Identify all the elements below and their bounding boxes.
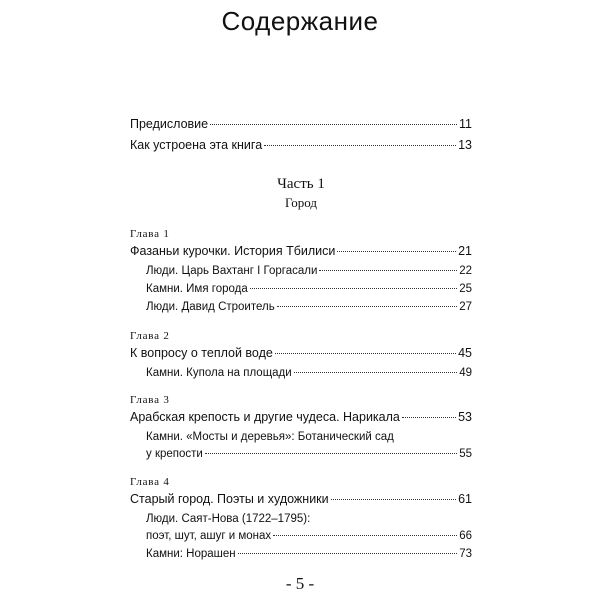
- toc-subentry[interactable]: [146, 263, 472, 279]
- entry-page: 25: [459, 283, 472, 295]
- toc-subentry-first-line: Люди. Саят-Нова (1722–1795):: [146, 513, 311, 525]
- toc-entry-chapter-1[interactable]: [130, 243, 472, 259]
- entry-page: 21: [458, 244, 472, 258]
- toc-subentry-first-line: Камни. «Мосты и деревья»: Ботанический сад: [146, 431, 394, 443]
- dot-leader: [273, 535, 457, 536]
- chapter-label: Глава 2: [130, 330, 170, 342]
- entry-page: 55: [459, 448, 472, 460]
- entry-title: Люди. Царь Вахтанг I Горгасали: [146, 265, 318, 277]
- entry-page: 27: [459, 301, 472, 313]
- page-title: Содержание: [221, 6, 379, 36]
- entry-title: К вопросу о теплой воде: [130, 346, 273, 360]
- entry-title: Как устроена эта книга: [130, 138, 263, 152]
- entry-page: 22: [459, 265, 472, 277]
- dot-leader: [210, 124, 457, 125]
- entry-page: 13: [458, 138, 472, 152]
- dot-leader: [294, 372, 458, 373]
- dot-leader: [275, 353, 456, 354]
- entry-title: Фазаньи курочки. История Тбилиси: [130, 244, 336, 258]
- page-number: - 5 -: [285, 574, 315, 593]
- toc-subentry[interactable]: [146, 299, 472, 315]
- dot-leader: [264, 145, 456, 146]
- toc-entry-preface[interactable]: [130, 116, 472, 132]
- chapter-label: Глава 4: [130, 476, 170, 488]
- entry-page: 61: [458, 492, 472, 506]
- entry-page: 53: [458, 410, 472, 424]
- toc-subentry[interactable]: [146, 446, 472, 462]
- dot-leader: [250, 288, 457, 289]
- toc-subentry[interactable]: [146, 546, 472, 562]
- dot-leader: [331, 499, 456, 500]
- toc-entry-how-book-works[interactable]: [130, 137, 472, 153]
- entry-title: поэт, шут, ашуг и монах: [146, 530, 272, 542]
- entry-page: 11: [459, 117, 472, 131]
- dot-leader: [277, 306, 457, 307]
- part-title: Часть 1: [277, 176, 325, 192]
- toc-entry-chapter-2[interactable]: [130, 345, 472, 361]
- dot-leader: [337, 251, 456, 252]
- entry-page: 45: [458, 346, 472, 360]
- toc-subentry[interactable]: [146, 281, 472, 297]
- chapter-label: Глава 3: [130, 394, 170, 406]
- entry-title: Камни. Купола на площади: [146, 367, 292, 379]
- toc-entry-chapter-4[interactable]: [130, 491, 472, 507]
- toc-entry-chapter-3[interactable]: [130, 409, 472, 425]
- entry-title: Люди. Давид Строитель: [146, 301, 275, 313]
- dot-leader: [238, 553, 458, 554]
- entry-page: 73: [459, 548, 472, 560]
- dot-leader: [205, 453, 457, 454]
- entry-title: у крепости: [146, 448, 203, 460]
- entry-title: Старый город. Поэты и художники: [130, 492, 329, 506]
- entry-title: Камни: Норашен: [146, 548, 236, 560]
- entry-page: 49: [459, 367, 472, 379]
- toc-subentry[interactable]: [146, 528, 472, 544]
- entry-title: Камни. Имя города: [146, 283, 248, 295]
- part-subtitle: Город: [284, 195, 318, 210]
- dot-leader: [402, 417, 456, 418]
- chapter-label: Глава 1: [130, 228, 170, 240]
- toc-subentry[interactable]: [146, 365, 472, 381]
- entry-title: Арабская крепость и другие чудеса. Нарикала: [130, 410, 400, 424]
- dot-leader: [319, 270, 457, 271]
- entry-page: 66: [459, 530, 472, 542]
- entry-title: Предисловие: [130, 117, 209, 131]
